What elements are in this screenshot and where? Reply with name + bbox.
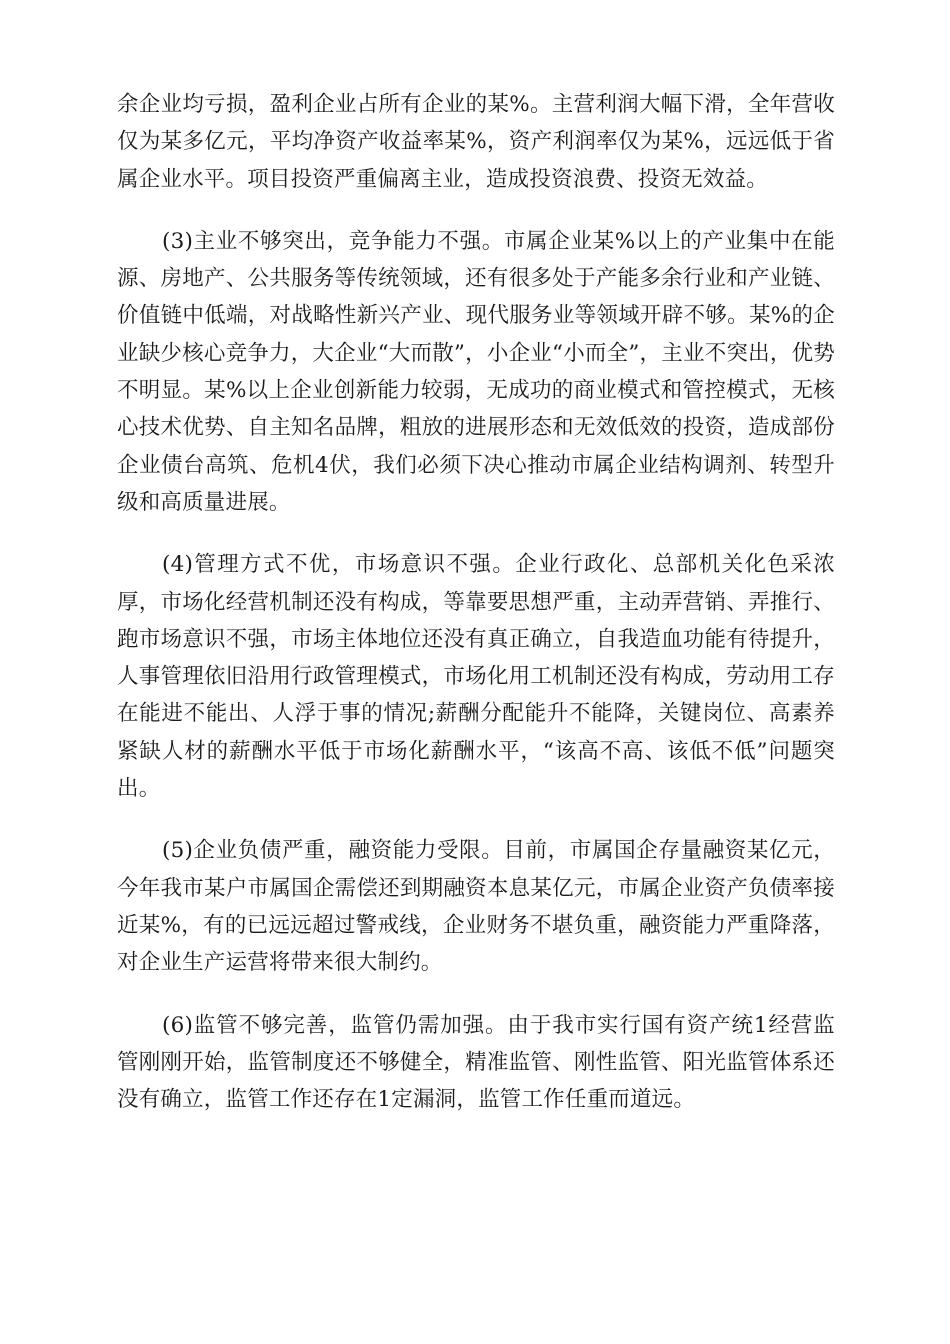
paragraph-section-4: (4)管理方式不优，市场意识不强。企业行政化、总部机关化色采浓厚，市场化经营机制还没有构成，等靠要思想严重，主动弄营销、弄推行、跑市场意识不强，市场主体地位还没有真正确立，自我造血功能有待提升，人事管理依旧沿用行政管理模式，市场化用工机制还没有构成，劳动用工存在能进不能出、人浮于事的情况;薪酬分配能升不能降，关键岗位、高素养紧缺人材的薪酬水平低于市场化薪酬水平，“该高不高、该低不低”问题突出。: [117, 552, 835, 802]
document-body: [117, 86, 835, 1143]
paragraph-section-3: (3)主业不够突出，竞争能力不强。市属企业某%以上的产业集中在能源、房地产、公共服务等传统领域，还有很多处于产能多余行业和产业链、价值链中低端，对战略性新兴产业、现代服务业等领域开辟不够。某%的企业缺少核心竞争力，大企业“大而散”，小企业“小而全”，主业不突出，优势不明显。某%以上企业创新能力较弱，无成功的商业模式和管控模式，无核心技术优势、自主知名品牌，粗放的进展形态和无效低效的投资，造成部份企业债台高筑、危机4伏，我们必须下决心推动市属企业结构调剂、转型升级和高质量进展。: [117, 228, 835, 515]
paragraph-section-5: (5)企业负债严重，融资能力受限。目前，市属国企存量融资某亿元，今年我市某户市属国企需偿还到期融资本息某亿元，市属企业资产负债率接近某%，有的已远远超过警戒线，企业财务不堪负重，融资能力严重降落，对企业生产运营将带来很大制约。: [117, 838, 835, 976]
paragraph-section-6: (6)监管不够完善，监管仍需加强。由于我市实行国有资产统1经营监管刚刚开始，监管制度还不够健全，精准监管、刚性监管、阳光监管体系还没有确立，监管工作还存在1定漏洞，监管工作任重而道远。: [117, 1012, 835, 1113]
paragraph-continuation: 余企业均亏损，盈利企业占所有企业的某%。主营利润大幅下滑，全年营收仅为某多亿元，平均净资产收益率某%，资产利润率仅为某%，远远低于省属企业水平。项目投资严重偏离主业，造成投资浪费、投资无效益。: [117, 92, 835, 192]
